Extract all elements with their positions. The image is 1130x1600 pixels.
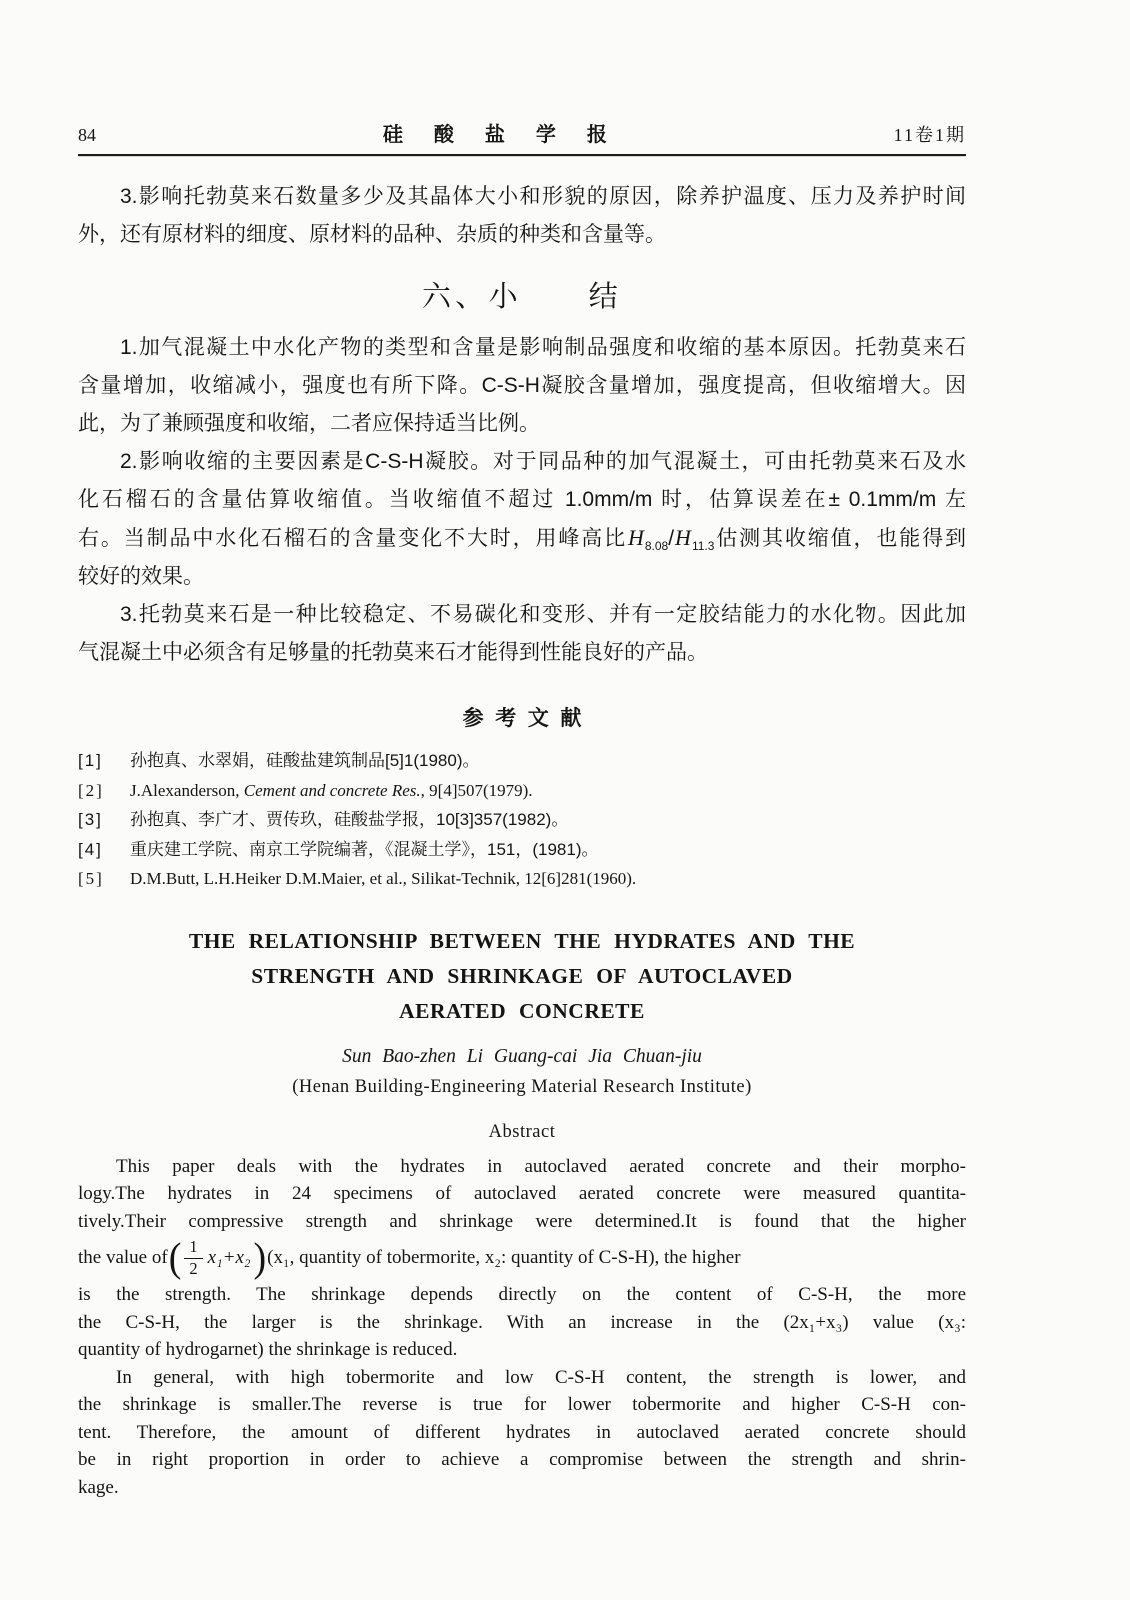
text-segment: the value of bbox=[78, 1247, 168, 1268]
abstract-heading: Abstract bbox=[488, 1121, 556, 1142]
page-header bbox=[78, 118, 966, 147]
reference-item bbox=[78, 776, 966, 806]
abstract-line: tent. Therefore, the amount of different hydrates in autoclaved aerated concrete should bbox=[78, 1421, 966, 1443]
reference-journal-italic: Cement and concrete Res. bbox=[243, 780, 421, 800]
text-line: 含量增加，收缩减小，强度也有所下降。C-S-H凝胶含量增加，强度提高，但收缩增大。因 bbox=[78, 374, 966, 397]
abstract-line: be in right proportion in order to achieve a compromise between the strength and shrin- bbox=[78, 1449, 966, 1470]
english-title-line: STRENGTH AND SHRINKAGE OF AUTOCLAVED bbox=[251, 963, 793, 988]
fraction-numerator: 1 bbox=[184, 1238, 202, 1259]
text-line: 1.加气混凝土中水化产物的类型和含量是影响制品强度和收缩的基本原因。托勃莫来石 bbox=[120, 336, 966, 359]
abstract-line: In general, with high tobermorite and low C-S-H content, the strength is lower, and bbox=[116, 1366, 966, 1388]
abstract-line: tively.Their compressive strength and shrinkage were determined.It is found that the higher bbox=[78, 1210, 966, 1232]
text-segment: 右。当制品中水化石榴石的含量变化不大时，用峰高比 bbox=[78, 527, 627, 550]
reference-label: [5] bbox=[78, 869, 104, 888]
text-segment: (x₁, quantity of tobermorite, x₂: quantity of C-S-H), the higher bbox=[267, 1247, 741, 1268]
abstract-line: the shrinkage is smaller.The reverse is true for lower tobermorite and higher C-S-H con- bbox=[78, 1394, 966, 1415]
reference-label: [2] bbox=[78, 780, 104, 800]
peak-subscript: 11.3 bbox=[691, 539, 715, 554]
page-number: 84 bbox=[78, 125, 96, 145]
text-line: 外，还有原材料的细度、原材料的品种、杂质的种类和含量等。 bbox=[78, 223, 666, 246]
text-line: 化石榴石的含量估算收缩值。当收缩值不超过 1.0mm/m 时，估算误差在± 0.1mm/m 左 bbox=[78, 488, 966, 511]
journal-title: 硅酸盐学报 bbox=[382, 124, 638, 146]
volume-issue-label: 11卷1期 bbox=[893, 125, 966, 145]
affiliation: (Henan Building-Engineering Material Research Institute) bbox=[292, 1076, 752, 1097]
conclusion-paragraph-2 bbox=[78, 443, 966, 596]
reference-authors: J.Alexanderson, bbox=[130, 780, 244, 800]
author-names: Sun Bao-zhen Li Guang-cai Jia Chuan-jiu bbox=[342, 1045, 702, 1067]
reference-item bbox=[78, 864, 966, 894]
text-line: 气混凝土中必须含有足够量的托勃莫来石才能得到性能良好的产品。 bbox=[78, 641, 708, 664]
formula-expression: x₁+x₂ bbox=[207, 1247, 251, 1268]
english-title bbox=[78, 924, 966, 1029]
text-line-with-formula bbox=[78, 519, 966, 558]
abstract-line: This paper deals with the hydrates in autoclaved aerated concrete and their morpho- bbox=[116, 1155, 966, 1177]
page-content bbox=[78, 0, 966, 1501]
header-rule bbox=[78, 154, 966, 156]
references-list bbox=[78, 746, 966, 894]
abstract-line: quantity of hydrogarnet) the shrinkage is reduced. bbox=[78, 1339, 458, 1360]
abstract-line: logy.The hydrates in 24 specimens of autoclaved aerated concrete were measured quantita- bbox=[78, 1183, 966, 1204]
fraction-denominator: 2 bbox=[189, 1258, 198, 1278]
reference-item bbox=[78, 835, 966, 865]
fraction-one-half bbox=[184, 1238, 202, 1279]
text-line: 2.影响收缩的主要因素是C-S-H凝胶。对于同品种的加气混凝土，可由托勃莫来石及水 bbox=[120, 450, 966, 473]
abstract-line: is the strength. The shrinkage depends directly on the content of C-S-H, the more bbox=[78, 1284, 966, 1305]
reference-label: [4] bbox=[78, 839, 103, 859]
english-title-line: THE RELATIONSHIP BETWEEN THE HYDRATES AND THE bbox=[188, 928, 856, 953]
peak-height-variable: H bbox=[627, 525, 644, 550]
reference-text: 重庆建工学院、南京工学院编著，《混凝土学》，151，(1981)。 bbox=[130, 839, 599, 859]
conclusion-paragraph-1 bbox=[78, 329, 966, 443]
reference-label: [1] bbox=[78, 751, 103, 770]
reference-text: 孙抱真、李广才、贾传玖，硅酸盐学报，10[3]357(1982)。 bbox=[130, 810, 569, 829]
close-parenthesis: ) bbox=[253, 1235, 267, 1281]
abstract-line: the C-S-H, the larger is the shrinkage. With an increase in the (2x₁+x₃) value (x₃: bbox=[78, 1311, 966, 1333]
text-line: 此，为了兼顾强度和收缩，二者应保持适当比例。 bbox=[78, 412, 540, 435]
reference-text: 孙抱真、水翠娟，硅酸盐建筑制品[5]1(1980)。 bbox=[130, 751, 480, 770]
references-heading: 参考文献 bbox=[462, 707, 593, 730]
reference-text: D.M.Butt, L.H.Heiker D.M.Maier, et al., Silikat-Technik, 12[6]281(1960). bbox=[130, 869, 637, 888]
reference-label: [3] bbox=[78, 810, 103, 829]
reference-item bbox=[78, 746, 966, 776]
english-title-line: AERATED CONCRETE bbox=[399, 998, 645, 1023]
text-segment: 估测其收缩值，也能得到 bbox=[714, 527, 967, 550]
reference-citation: , 9[4]507(1979). bbox=[420, 780, 533, 800]
abstract-line: kage. bbox=[78, 1476, 119, 1498]
abstract-formula-line bbox=[78, 1235, 966, 1281]
peak-height-variable: H bbox=[675, 525, 691, 550]
reference-text bbox=[130, 776, 966, 806]
text-line: 较好的效果。 bbox=[78, 565, 204, 588]
abstract-body bbox=[78, 1153, 966, 1502]
peak-subscript: 8.08 bbox=[644, 539, 669, 554]
intro-paragraph bbox=[78, 178, 966, 254]
reference-item bbox=[78, 805, 966, 835]
text-segment: / bbox=[668, 527, 675, 550]
section-heading-conclusion: 六、小 结 bbox=[421, 281, 623, 313]
open-parenthesis: ( bbox=[168, 1235, 182, 1281]
conclusion-paragraph-3 bbox=[78, 596, 966, 672]
text-line: 3.托勃莫来石是一种比较稳定、不易碳化和变形、并有一定胶结能力的水化物。因此加 bbox=[120, 603, 966, 626]
text-line: 3.影响托勃莫来石数量多少及其晶体大小和形貌的原因，除养护温度、压力及养护时间 bbox=[120, 185, 966, 208]
